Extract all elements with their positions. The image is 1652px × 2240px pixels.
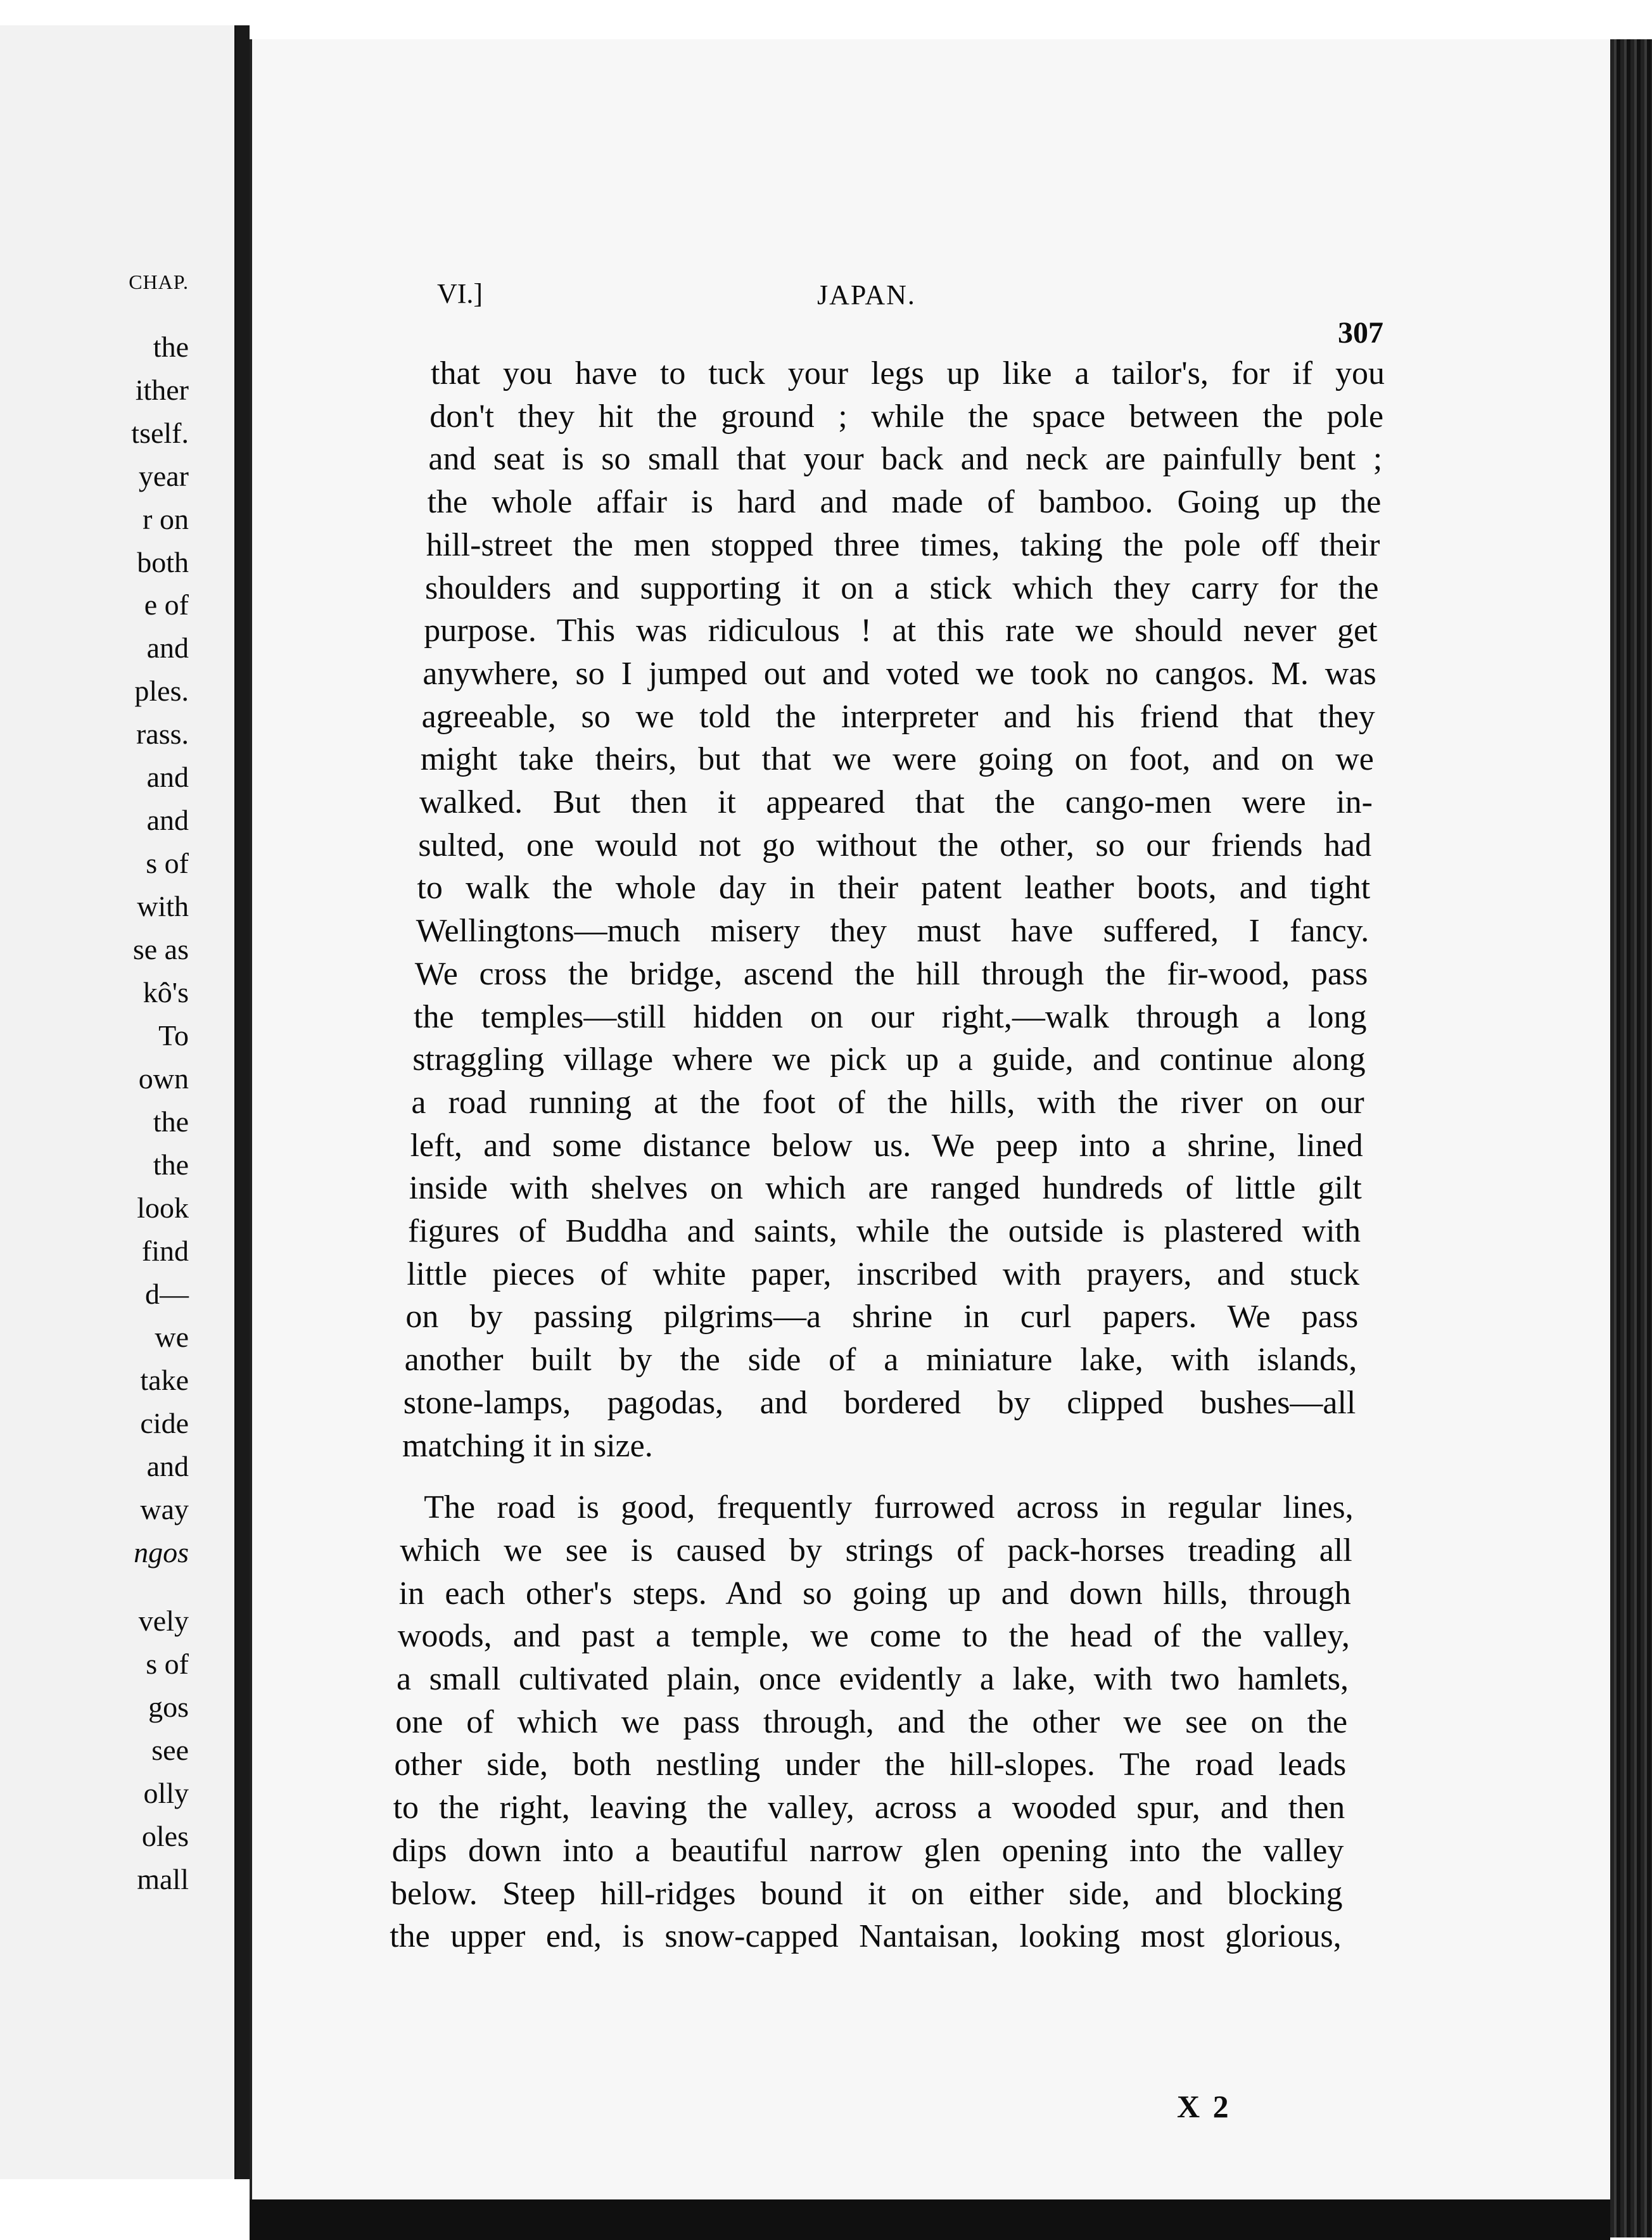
left-page-fragment: rass. — [136, 718, 189, 750]
left-page-fragment: To — [158, 1019, 189, 1052]
left-page-fragment: and — [146, 804, 189, 836]
page-edges — [1610, 39, 1652, 2237]
text-line: to walk the whole day in their patent leather boots, and tight — [417, 870, 1371, 907]
left-page-fragment: and — [146, 761, 189, 793]
text-line: figures of Buddha and saints, while the outside is plastered with — [408, 1213, 1361, 1249]
text-line: a small cultivated plain, once evidently a lake, with two hamlets, — [397, 1661, 1349, 1697]
left-page-fragment: s of — [146, 847, 189, 879]
section-marker: VI.] — [437, 278, 483, 309]
text-line: one of which we pass through, and the other we see on the — [395, 1703, 1348, 1740]
left-page-fragment: way — [140, 1493, 189, 1525]
text-line: which we see is caused by strings of pack-horses treading all — [400, 1532, 1352, 1569]
left-page-fragment: we — [155, 1321, 189, 1353]
text-line: sulted, one would not go without the other, so our friends had — [418, 827, 1372, 863]
text-line: The road is good, frequently furrowed across in regular lines, — [424, 1489, 1354, 1526]
left-page-fragment: and — [146, 1450, 189, 1482]
text-line: below. Steep hill-ridges bound it on either side, and blocking — [391, 1875, 1343, 1912]
page-number: 307 — [1338, 316, 1383, 350]
text-line: dips down into a beautiful narrow glen opening into the valley — [391, 1832, 1344, 1869]
text-line: Wellingtons—much misery they must have suffered, I fancy. — [416, 913, 1369, 950]
left-page-fragment: and — [146, 632, 189, 664]
text-line: other side, both nestling under the hill-slopes. The road leads — [394, 1747, 1347, 1783]
left-page-fragment: olly — [143, 1777, 189, 1809]
text-line: We cross the bridge, ascend the hill through the fir-wood, pass — [414, 955, 1368, 992]
left-page-fragment: find — [141, 1235, 189, 1267]
text-line: shoulders and supporting it on a stick which they carry for the — [425, 570, 1379, 606]
left-page-fragment: year — [138, 460, 189, 492]
left-page-fragment: gos — [148, 1691, 189, 1723]
text-line: a road running at the foot of the hills, with the river on our — [411, 1084, 1364, 1121]
text-line: might take theirs, but that we were going on foot, and on we — [420, 741, 1374, 778]
text-line: straggling village where we pick up a guide, and continue along — [412, 1041, 1366, 1078]
left-page-fragment: oles — [141, 1820, 189, 1852]
text-line: walked. But then it appeared that the cango-men were in- — [419, 784, 1373, 820]
left-page-fragment: mall — [137, 1863, 189, 1895]
text-line: and seat is so small that your back and neck are painfully bent ; — [428, 441, 1383, 478]
text-line: to the right, leaving the valley, across a wooded spur, and then — [393, 1790, 1345, 1826]
text-line: matching it in size. — [402, 1427, 653, 1464]
book-gutter — [236, 25, 250, 2179]
left-page-fragment: kô's — [143, 976, 189, 1009]
text-line: stone-lamps, pagodas, and bordered by clipped bushes—all — [403, 1384, 1356, 1421]
left-page-fragment: ngos — [134, 1536, 189, 1569]
text-line: the upper end, is snow-capped Nantaisan, looking most glorious, — [390, 1918, 1342, 1955]
text-line: left, and some distance below us. We peep into a shrine, lined — [410, 1127, 1363, 1164]
left-page-fragment: tself. — [131, 417, 189, 449]
text-line: anywhere, so I jumped out and voted we took no cangos. M. was — [423, 655, 1376, 692]
text-line: on by passing pilgrims—a shrine in curl papers. We pass — [405, 1299, 1359, 1335]
left-page-fragment: r on — [143, 503, 189, 535]
text-line: don't they hit the ground ; while the space between the pole — [429, 398, 1384, 435]
left-page-fragment: take — [140, 1364, 189, 1396]
text-line: inside with shelves on which are ranged hundreds of little gilt — [409, 1170, 1362, 1207]
left-page-fragment: look — [137, 1192, 189, 1224]
scan-border — [250, 2199, 1610, 2240]
text-line: little pieces of white paper, inscribed with prayers, and stuck — [407, 1256, 1360, 1292]
left-page-fragment: cide — [140, 1407, 189, 1439]
signature-mark: X 2 — [1177, 2089, 1231, 2124]
text-line: the temples—still hidden on our right,—walk through a long — [414, 998, 1367, 1035]
text-line: that you have to tuck your legs up like a tailor's, for if you — [431, 355, 1385, 391]
left-page-fragment: the — [153, 331, 189, 363]
left-page-fragment: se as — [132, 933, 189, 965]
text-line: agreeable, so we told the interpreter and his friend that they — [421, 698, 1375, 735]
left-page-fragment: ples. — [134, 675, 189, 707]
left-page-fragment: s of — [146, 1648, 189, 1680]
running-title: JAPAN. — [817, 279, 916, 310]
text-line: hill-street the men stopped three times, taking the pole off their — [426, 526, 1380, 563]
left-page-fragment: the — [153, 1105, 189, 1138]
left-page-fragment: with — [137, 890, 189, 922]
text-line: another built by the side of a miniature lake, with islands, — [404, 1342, 1357, 1378]
left-page-fragment: the — [153, 1149, 189, 1181]
left-page-fragment: ither — [135, 374, 189, 406]
left-page-fragment: see — [151, 1734, 189, 1766]
text-line: woods, and past a temple, we come to the head of the valley, — [397, 1618, 1350, 1655]
left-page-fragment: e of — [144, 589, 189, 621]
left-page-fragment: own — [138, 1062, 189, 1095]
text-line: purpose. This was ridiculous ! at this rate we should never get — [424, 613, 1378, 649]
left-page-fragment: both — [137, 546, 189, 578]
left-chapter-label: CHAP. — [129, 270, 189, 293]
text-line: in each other's steps. And so going up and down hills, through — [398, 1575, 1351, 1612]
text-line: the whole affair is hard and made of bamboo. Going up the — [427, 484, 1382, 521]
left-page-fragment: vely — [138, 1605, 189, 1637]
left-page-fragment: d— — [145, 1278, 189, 1310]
